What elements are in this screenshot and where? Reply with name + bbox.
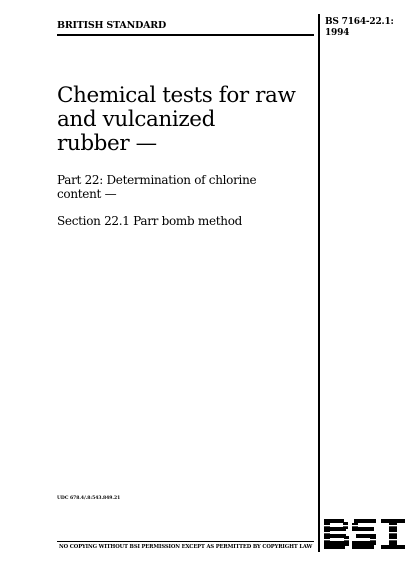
title-line1: Chemical tests for raw (57, 83, 296, 108)
footer-rule (57, 541, 314, 542)
title-line3: rubber — (57, 131, 157, 156)
vertical-rule (318, 14, 320, 552)
standard-number-line2: 1994 (325, 28, 350, 38)
section-title: Section 22.1 Parr bomb method (57, 214, 242, 228)
part-line1: Part 22: Determination of chlorine (57, 173, 257, 187)
part-line2: content — (57, 187, 117, 201)
header-rule (57, 34, 314, 36)
standard-number (325, 17, 405, 39)
copyright-notice: NO COPYING WITHOUT BSI PERMISSION EXCEPT AS PERMITTED BY COPYRIGHT LAW (59, 544, 313, 550)
bsi-logo-icon (322, 516, 408, 552)
udc-code: UDC 678.4/.8:543.849.21 (57, 496, 121, 501)
part-title (57, 173, 317, 201)
title-line2: and vulcanized (57, 107, 215, 132)
header-label: BRITISH STANDARD (57, 20, 167, 31)
standard-number-line1: BS 7164-22.1: (325, 17, 394, 27)
document-title (57, 84, 317, 156)
